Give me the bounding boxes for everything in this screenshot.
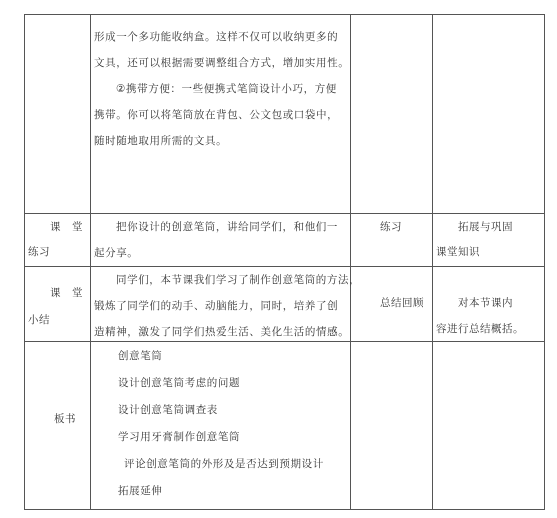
row1-line-1: 形成一个多功能收纳盒。这样不仅可以收纳更多的: [94, 31, 339, 43]
row3-content: [94, 267, 360, 345]
row3-method: 总结回顾: [380, 297, 424, 309]
row3-line-1: 同学们，本节课我们学习了制作创意笔筒的方法，: [116, 274, 361, 286]
row2-label-line1: 课 堂: [50, 221, 83, 233]
table-border-left: [24, 14, 25, 510]
row3-label-line2: 小结: [28, 314, 50, 326]
row3-purpose-line1: 对本节课内: [458, 297, 513, 309]
column-divider-3: [432, 14, 433, 510]
table-border-bottom: [24, 509, 545, 510]
row4-label: 板书: [54, 413, 76, 425]
board-item-3: 设计创意笔筒调查表: [118, 404, 218, 416]
row1-line-4: 携带。你可以将笔筒放在背包、公文包或口袋中，: [94, 109, 339, 121]
board-item-4: 学习用牙膏制作创意笔筒: [118, 431, 241, 443]
row2-line-2: 起分享。: [94, 247, 139, 259]
board-item-2: 设计创意笔筒考虑的问题: [118, 377, 241, 389]
row2-purpose-line2: 课堂知识: [436, 246, 480, 258]
row2-method: 练习: [380, 221, 402, 233]
lesson-plan-table: [24, 14, 545, 510]
board-item-5: 评论创意笔筒的外形及是否达到预期设计: [124, 458, 324, 470]
row1-content: [94, 24, 349, 154]
row3-line-3: 造精神，激发了同学们热爱生活、美化生活的情感。: [94, 326, 350, 338]
row2-content: [94, 214, 338, 266]
row2-label-line2: 练习: [28, 246, 50, 258]
table-border-right: [544, 14, 545, 510]
table-border-top: [24, 14, 545, 15]
row3-line-2: 锻炼了同学们的动手、动脑能力，同时，培养了创: [94, 300, 339, 312]
row2-line-1: 把你设计的创意笔筒，讲给同学们，和他们一: [116, 221, 338, 233]
row3-label-line1: 课 堂: [50, 287, 83, 299]
row1-line-3: ②携带方便：一些便携式笔筒设计小巧，方便: [116, 83, 337, 95]
row1-line-2: 文具，还可以根据需要调整组合方式，增加实用性。: [94, 57, 350, 69]
column-divider-1: [90, 14, 91, 510]
row3-purpose-line2: 容进行总结概括。: [436, 323, 524, 335]
board-item-6: 拓展延伸: [118, 485, 163, 497]
row4-board-items: [118, 343, 324, 505]
row1-line-5: 随时随地取用所需的文具。: [94, 135, 228, 147]
board-item-1: 创意笔筒: [118, 350, 163, 362]
column-divider-2: [350, 14, 351, 510]
row2-purpose-line1: 拓展与巩固: [458, 221, 513, 233]
